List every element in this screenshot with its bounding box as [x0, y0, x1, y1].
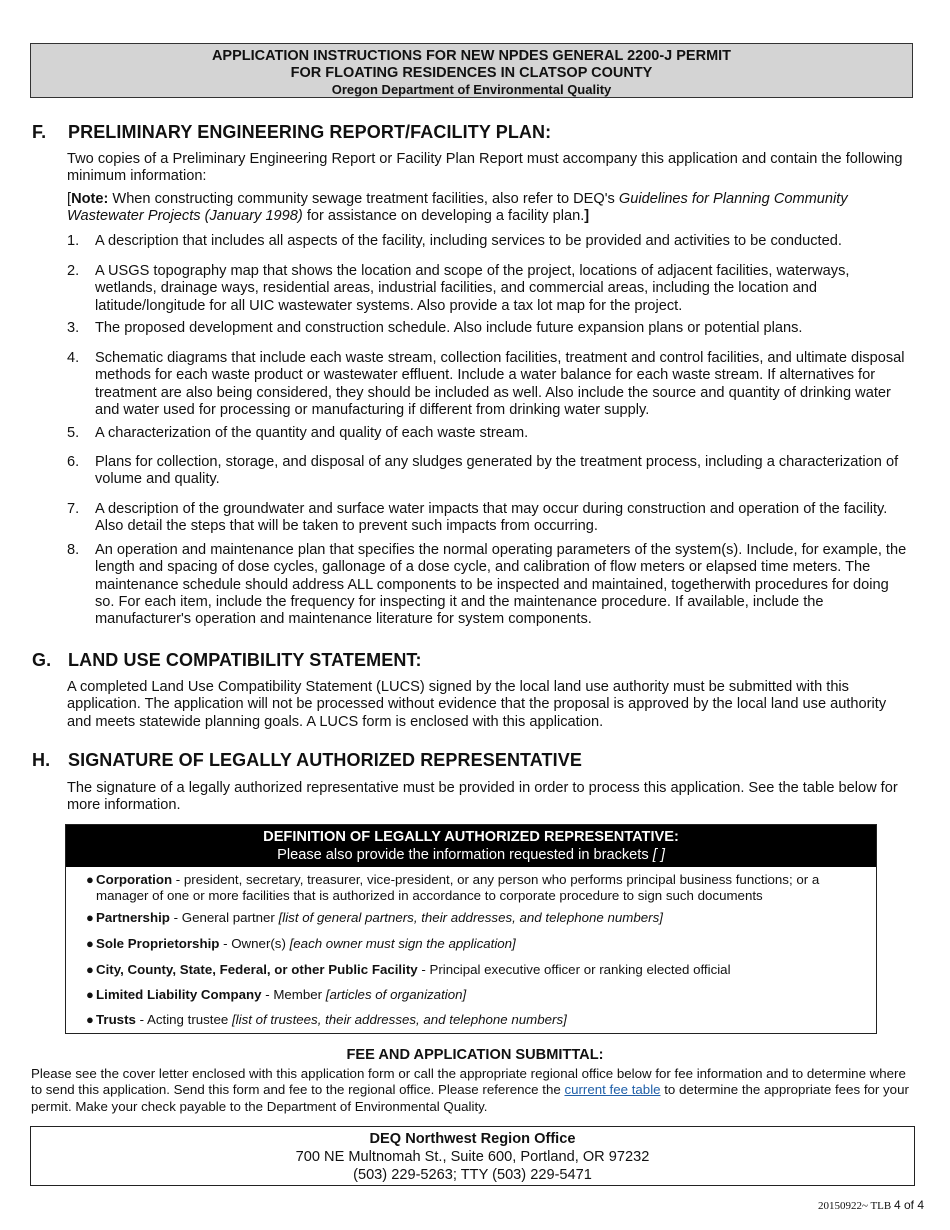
fee-text: [31, 1066, 916, 1115]
section-f-heading: [32, 122, 551, 143]
note-close-bracket: ]: [584, 208, 590, 225]
bullet-icon: ●: [86, 1012, 94, 1027]
section-h-heading: [32, 750, 582, 771]
fee-text-2: to determine the appropriate fees for your permit. Make your check payable to the Department of Environmental Quality.: [31, 1082, 909, 1114]
office-address: 700 NE Multnomah St., Suite 600, Portland, OR 97232: [295, 1149, 650, 1165]
list-item-number: 5.: [67, 425, 80, 441]
section-g-letter: G.: [32, 650, 52, 670]
bullet-icon: ●: [86, 872, 94, 887]
list-item-number: 6.: [67, 454, 80, 470]
list-item-number: 4.: [67, 350, 80, 366]
list-item-number: 1.: [67, 233, 80, 249]
note-open-bracket: [: [67, 191, 72, 207]
section-g-heading: [32, 650, 422, 671]
note-guideline-title: Guidelines for Planning Community Wastewater Projects (January 1998): [67, 191, 848, 225]
section-f-intro: Two copies of a Preliminary Engineering Report or Facility Plan Report must accompany this application and contain the following minimum information:: [67, 151, 903, 185]
header-title-line1: APPLICATION INSTRUCTIONS FOR NEW NPDES GENERAL 2200-J PERMIT: [211, 48, 732, 64]
list-item-text: A description that includes all aspects of the facility, including services to be provided and activities to be conducted.: [95, 233, 842, 249]
definition-item-text: - Principal executive officer or ranking elected official: [417, 962, 731, 977]
definition-item-text: - Acting trustee: [135, 1012, 232, 1027]
definition-item-label: Corporation: [96, 872, 173, 887]
definition-item-text: - General partner: [169, 910, 279, 925]
list-item-number: 7.: [67, 501, 80, 517]
definition-subtitle-brackets: [ ]: [652, 847, 665, 863]
page-footer: [818, 1198, 924, 1212]
list-item-text: A description of the groundwater and surface water impacts that may occur during construction and operation of the facility. Also detail the steps that will be taken to prevent such impacts from occurring.: [95, 501, 888, 535]
definition-item-label: City, County, State, Federal, or other Public Facility: [96, 962, 418, 977]
definition-item-text: - president, secretary, treasurer, vice-president, or any person who performs principal business functions; or a manager of one or more facilities that is authorized in accordance to corporate procedure to sign such documents: [96, 872, 820, 903]
definition-item-label: Partnership: [96, 910, 170, 925]
bullet-icon: ●: [86, 962, 94, 977]
list-item-text: Plans for collection, storage, and disposal of any sludges generated by the treatment process, including a characterization of volume and quality.: [95, 454, 899, 488]
definition-item-note: [list of general partners, their addresses, and telephone numbers]: [278, 910, 663, 925]
list-item-text: Schematic diagrams that include each waste stream, collection facilities, treatment and control facilities, and ultimate disposal methods for each waste product or wastewater effluent. Include a water balance for each waste stream. If alternatives for treatment are also being considered, they should be included as well. Also include the source and quantity of drinking water and water used for processing or manufacturing if different from drinking water supply.: [95, 350, 905, 418]
note-text-1: When constructing community sewage treatment facilities, also refer to DEQ's: [108, 191, 619, 207]
current-fee-table-link[interactable]: current fee table: [564, 1082, 661, 1098]
section-g-title: LAND USE COMPATIBILITY STATEMENT:: [68, 650, 422, 670]
definition-table: [65, 824, 877, 1034]
list-item-text: An operation and maintenance plan that specifies the normal operating parameters of the system(s). Include, for example, the length and spacing of dose cycles, gallonage of a dose cycle, and calibration of flow meters or elapsed time meters. The maintenance schedule should address ALL components to be inspected and maintained, togetherwith procedures for doing so. For each item, include the frequency for inspecting it and the maintenance procedure. If available, include the manufacturer's operation and maintenance literature for system components.: [95, 542, 907, 628]
definition-title: DEFINITION OF LEGALLY AUTHORIZED REPRESENTATIVE:: [263, 829, 679, 845]
note-label: Note:: [71, 191, 109, 207]
header-agency: Oregon Department of Environmental Quality: [331, 82, 612, 97]
definition-item-note: [list of trustees, their addresses, and telephone numbers]: [231, 1012, 567, 1027]
definition-item-label: Sole Proprietorship: [96, 936, 220, 951]
list-item-text: A USGS topography map that shows the location and scope of the project, locations of adjacent facilities, waterways, wetlands, drainage ways, residential areas, industrial facilities, and commercial areas, including the location and latitude/longitude for all UIC wastewater systems. Also provide a tax lot map for the project.: [95, 263, 850, 314]
section-g-text: A completed Land Use Compatibility Statement (LUCS) signed by the local land use authority must be submitted with this application. The application will not be processed without evidence that the proposal is approved by the local land use authority and meets statewide planning goals. A LUCS form is enclosed with this application.: [67, 679, 887, 730]
definition-item-label: Trusts: [96, 1012, 136, 1027]
list-item-number: 8.: [67, 542, 80, 558]
section-f-title: PRELIMINARY ENGINEERING REPORT/FACILITY PLAN:: [68, 122, 552, 142]
list-item-text: The proposed development and construction schedule. Also include future expansion plans or potential plans.: [95, 320, 803, 336]
definition-header: [66, 825, 876, 867]
fee-text-1: Please see the cover letter enclosed with this application form or call the appropriate regional office below for fee information and to determine where to send this application. Send this form and fee to the regional office. Please reference the: [31, 1066, 906, 1098]
office-name: DEQ Northwest Region Office: [369, 1131, 576, 1147]
note-text-2: for assistance on developing a facility plan.: [302, 208, 585, 225]
section-f-letter: F.: [32, 122, 47, 142]
section-h-title: SIGNATURE OF LEGALLY AUTHORIZED REPRESENTATIVE: [68, 750, 582, 770]
definition-subtitle: [66, 846, 876, 864]
definition-item-note: [articles of organization]: [325, 987, 467, 1002]
definition-item-label: Limited Liability Company: [96, 987, 262, 1002]
definition-item-text: - Member: [261, 987, 326, 1002]
bullet-icon: ●: [86, 987, 94, 1002]
document-header: [30, 43, 913, 98]
definition-subtitle-text: Please also provide the information requested in brackets: [277, 847, 653, 863]
bullet-icon: ●: [86, 936, 94, 951]
definition-item-text: - Owner(s): [219, 936, 290, 951]
header-title-line2: FOR FLOATING RESIDENCES IN CLATSOP COUNTY: [290, 65, 653, 81]
page-number: 4 of 4: [893, 1198, 924, 1212]
section-h-letter: H.: [32, 750, 51, 770]
section-h-text: The signature of a legally authorized representative must be provided in order to process this application. See the table below for more information.: [67, 780, 898, 814]
office-info-box: [30, 1126, 915, 1186]
definition-item-note: [each owner must sign the application]: [289, 936, 516, 951]
section-f-note: [67, 191, 909, 226]
fee-heading: FEE AND APPLICATION SUBMITTAL:: [346, 1047, 604, 1063]
list-item-number: 2.: [67, 263, 80, 279]
office-phone: (503) 229-5263; TTY (503) 229-5471: [353, 1167, 592, 1183]
list-item-number: 3.: [67, 320, 80, 336]
footer-code: 20150922~ TLB: [817, 1200, 892, 1212]
list-item-text: A characterization of the quantity and quality of each waste stream.: [95, 425, 529, 441]
bullet-icon: ●: [86, 910, 94, 925]
